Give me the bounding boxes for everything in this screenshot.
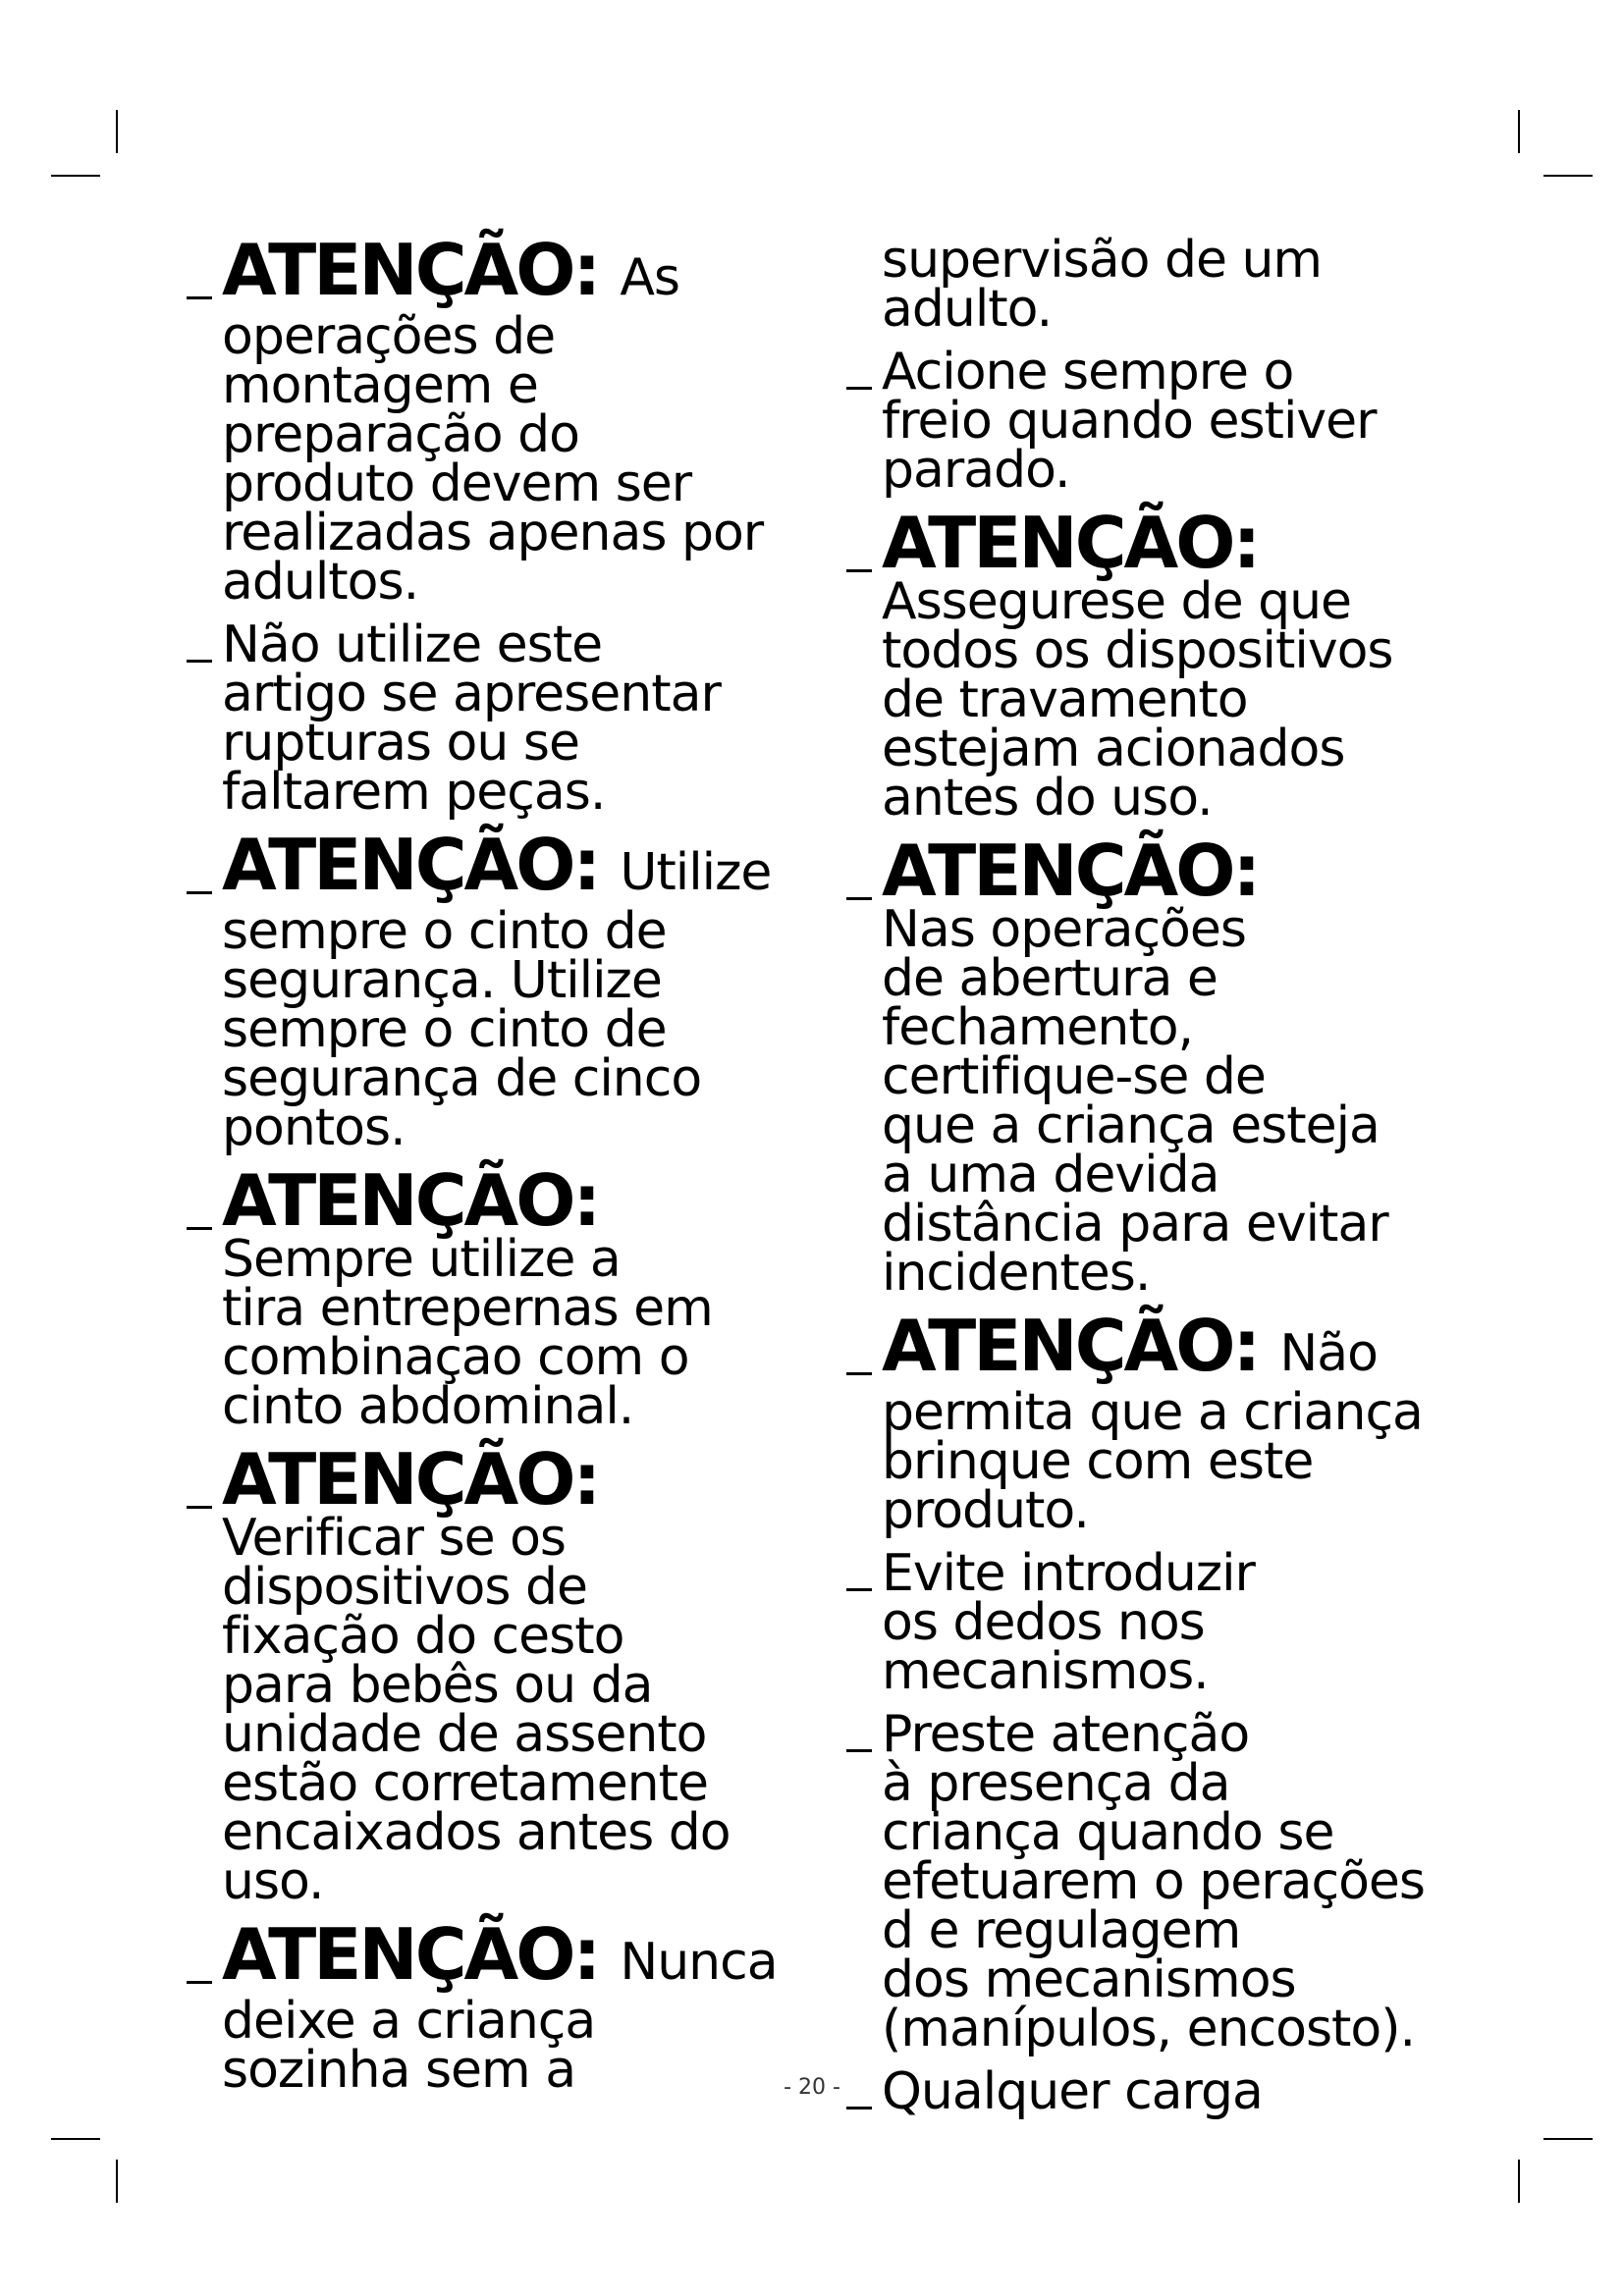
- warning-heading-text: ATENÇÃO:: [882, 1305, 1259, 1387]
- item-text: Sempre utilize a tira entrepernas em combinaçao com o cinto abdominal.: [222, 1230, 713, 1436]
- warning-heading: [882, 1305, 1455, 1388]
- crop-mark-bottom-right-horizontal: [1543, 2138, 1593, 2140]
- warning-heading: [222, 1913, 795, 1997]
- warning-heading-text: ATENÇÃO:: [222, 229, 599, 311]
- warning-item: [187, 1913, 795, 2100]
- warning-inline-text: Não: [1279, 1324, 1378, 1383]
- item-text: Não utilize este artigo se apresentar rupturas ou se faltarem peças.: [222, 615, 721, 822]
- item-text: sempre o cinto de segurança. Utilize sempre o cinto de segurança de cinco pontos.: [222, 902, 702, 1157]
- warning-heading-text: ATENÇÃO:: [222, 1159, 599, 1242]
- warning-item: [846, 829, 1455, 1303]
- crop-mark-top-left-vertical: [116, 110, 118, 153]
- page-number: - 20 -: [784, 2075, 840, 2100]
- bullet-dash: [846, 1588, 872, 1591]
- bullet-dash: [846, 2107, 872, 2109]
- warning-heading: [222, 229, 795, 312]
- bullet-dash: [187, 891, 212, 894]
- list-item: [846, 1705, 1455, 2058]
- right-column: [846, 231, 1455, 2130]
- crop-mark-top-left-horizontal: [51, 175, 100, 177]
- warning-heading: [222, 824, 795, 907]
- warning-heading-text: ATENÇÃO:: [882, 502, 1259, 584]
- item-text: Preste atenção à presença da criança quando se efetuarem o perações d e regulagem dos mecanismos (manípulos, encosto).: [882, 1705, 1425, 2058]
- item-text: Verificar se os dispositivos de fixação do cesto para bebês ou da unidade de assento estão corretamente encaixados antes do uso.: [222, 1509, 731, 1911]
- list-item: [846, 343, 1455, 500]
- crop-mark-top-right-horizontal: [1543, 175, 1593, 177]
- crop-mark-top-right-vertical: [1518, 110, 1520, 153]
- list-item: [187, 615, 795, 822]
- item-text: Evite introduzir os dedos nos mecanismos.: [882, 1544, 1255, 1701]
- warning-item: [187, 229, 795, 612]
- bullet-dash: [187, 1981, 212, 1984]
- item-text: operações de montagem e preparação do produto devem ser realizadas apenas por adultos.: [222, 307, 764, 612]
- warning-heading-text: ATENÇÃO:: [222, 824, 599, 906]
- bullet-dash: [187, 660, 212, 663]
- warning-heading-text: ATENÇÃO:: [222, 1913, 599, 1996]
- warning-item: [187, 824, 795, 1157]
- item-text: permita que a criança brinque com este produto.: [882, 1383, 1423, 1540]
- warning-heading: [222, 1438, 795, 1521]
- left-column: [187, 229, 795, 2109]
- warning-item: [187, 1438, 795, 1911]
- warning-heading: [222, 1159, 795, 1242]
- warning-heading-text: ATENÇÃO:: [222, 1438, 599, 1521]
- bullet-dash: [846, 897, 872, 900]
- bullet-dash: [846, 1372, 872, 1375]
- warning-heading: [882, 502, 1455, 584]
- bullet-dash: [187, 1227, 212, 1230]
- item-text: supervisão de um adulto.: [882, 231, 1323, 339]
- warning-item: [846, 1305, 1455, 1540]
- bullet-dash: [187, 1506, 212, 1509]
- warning-item: [187, 1159, 795, 1436]
- warning-inline-text: Utilize: [620, 843, 772, 902]
- item-text: Nas operações de abertura e fechamento, certifique-se de que a criança esteja a uma devida distância para evitar incidentes.: [882, 900, 1388, 1303]
- crop-mark-bottom-left-vertical: [116, 2160, 118, 2203]
- list-item: [846, 231, 1455, 339]
- warning-heading: [882, 829, 1455, 912]
- bullet-dash: [187, 296, 212, 299]
- crop-mark-bottom-left-horizontal: [51, 2138, 100, 2140]
- item-text: deixe a criança sozinha sem a: [222, 1992, 596, 2100]
- warning-item: [846, 502, 1455, 828]
- list-item: [846, 1544, 1455, 1701]
- bullet-dash: [846, 1749, 872, 1752]
- bullet-dash: [846, 569, 872, 572]
- warning-inline-text: Nunca: [620, 1933, 778, 1992]
- item-text: Qualquer carga: [882, 2062, 1263, 2121]
- item-text: Assegurese de que todos os dispositivos de travamento estejam acionados antes do uso.: [882, 572, 1393, 828]
- bullet-dash: [846, 387, 872, 390]
- item-text: Acione sempre o freio quando estiver parado.: [882, 343, 1377, 500]
- warning-heading-text: ATENÇÃO:: [882, 829, 1259, 912]
- crop-mark-bottom-right-vertical: [1518, 2160, 1520, 2203]
- warning-inline-text: As: [620, 248, 679, 307]
